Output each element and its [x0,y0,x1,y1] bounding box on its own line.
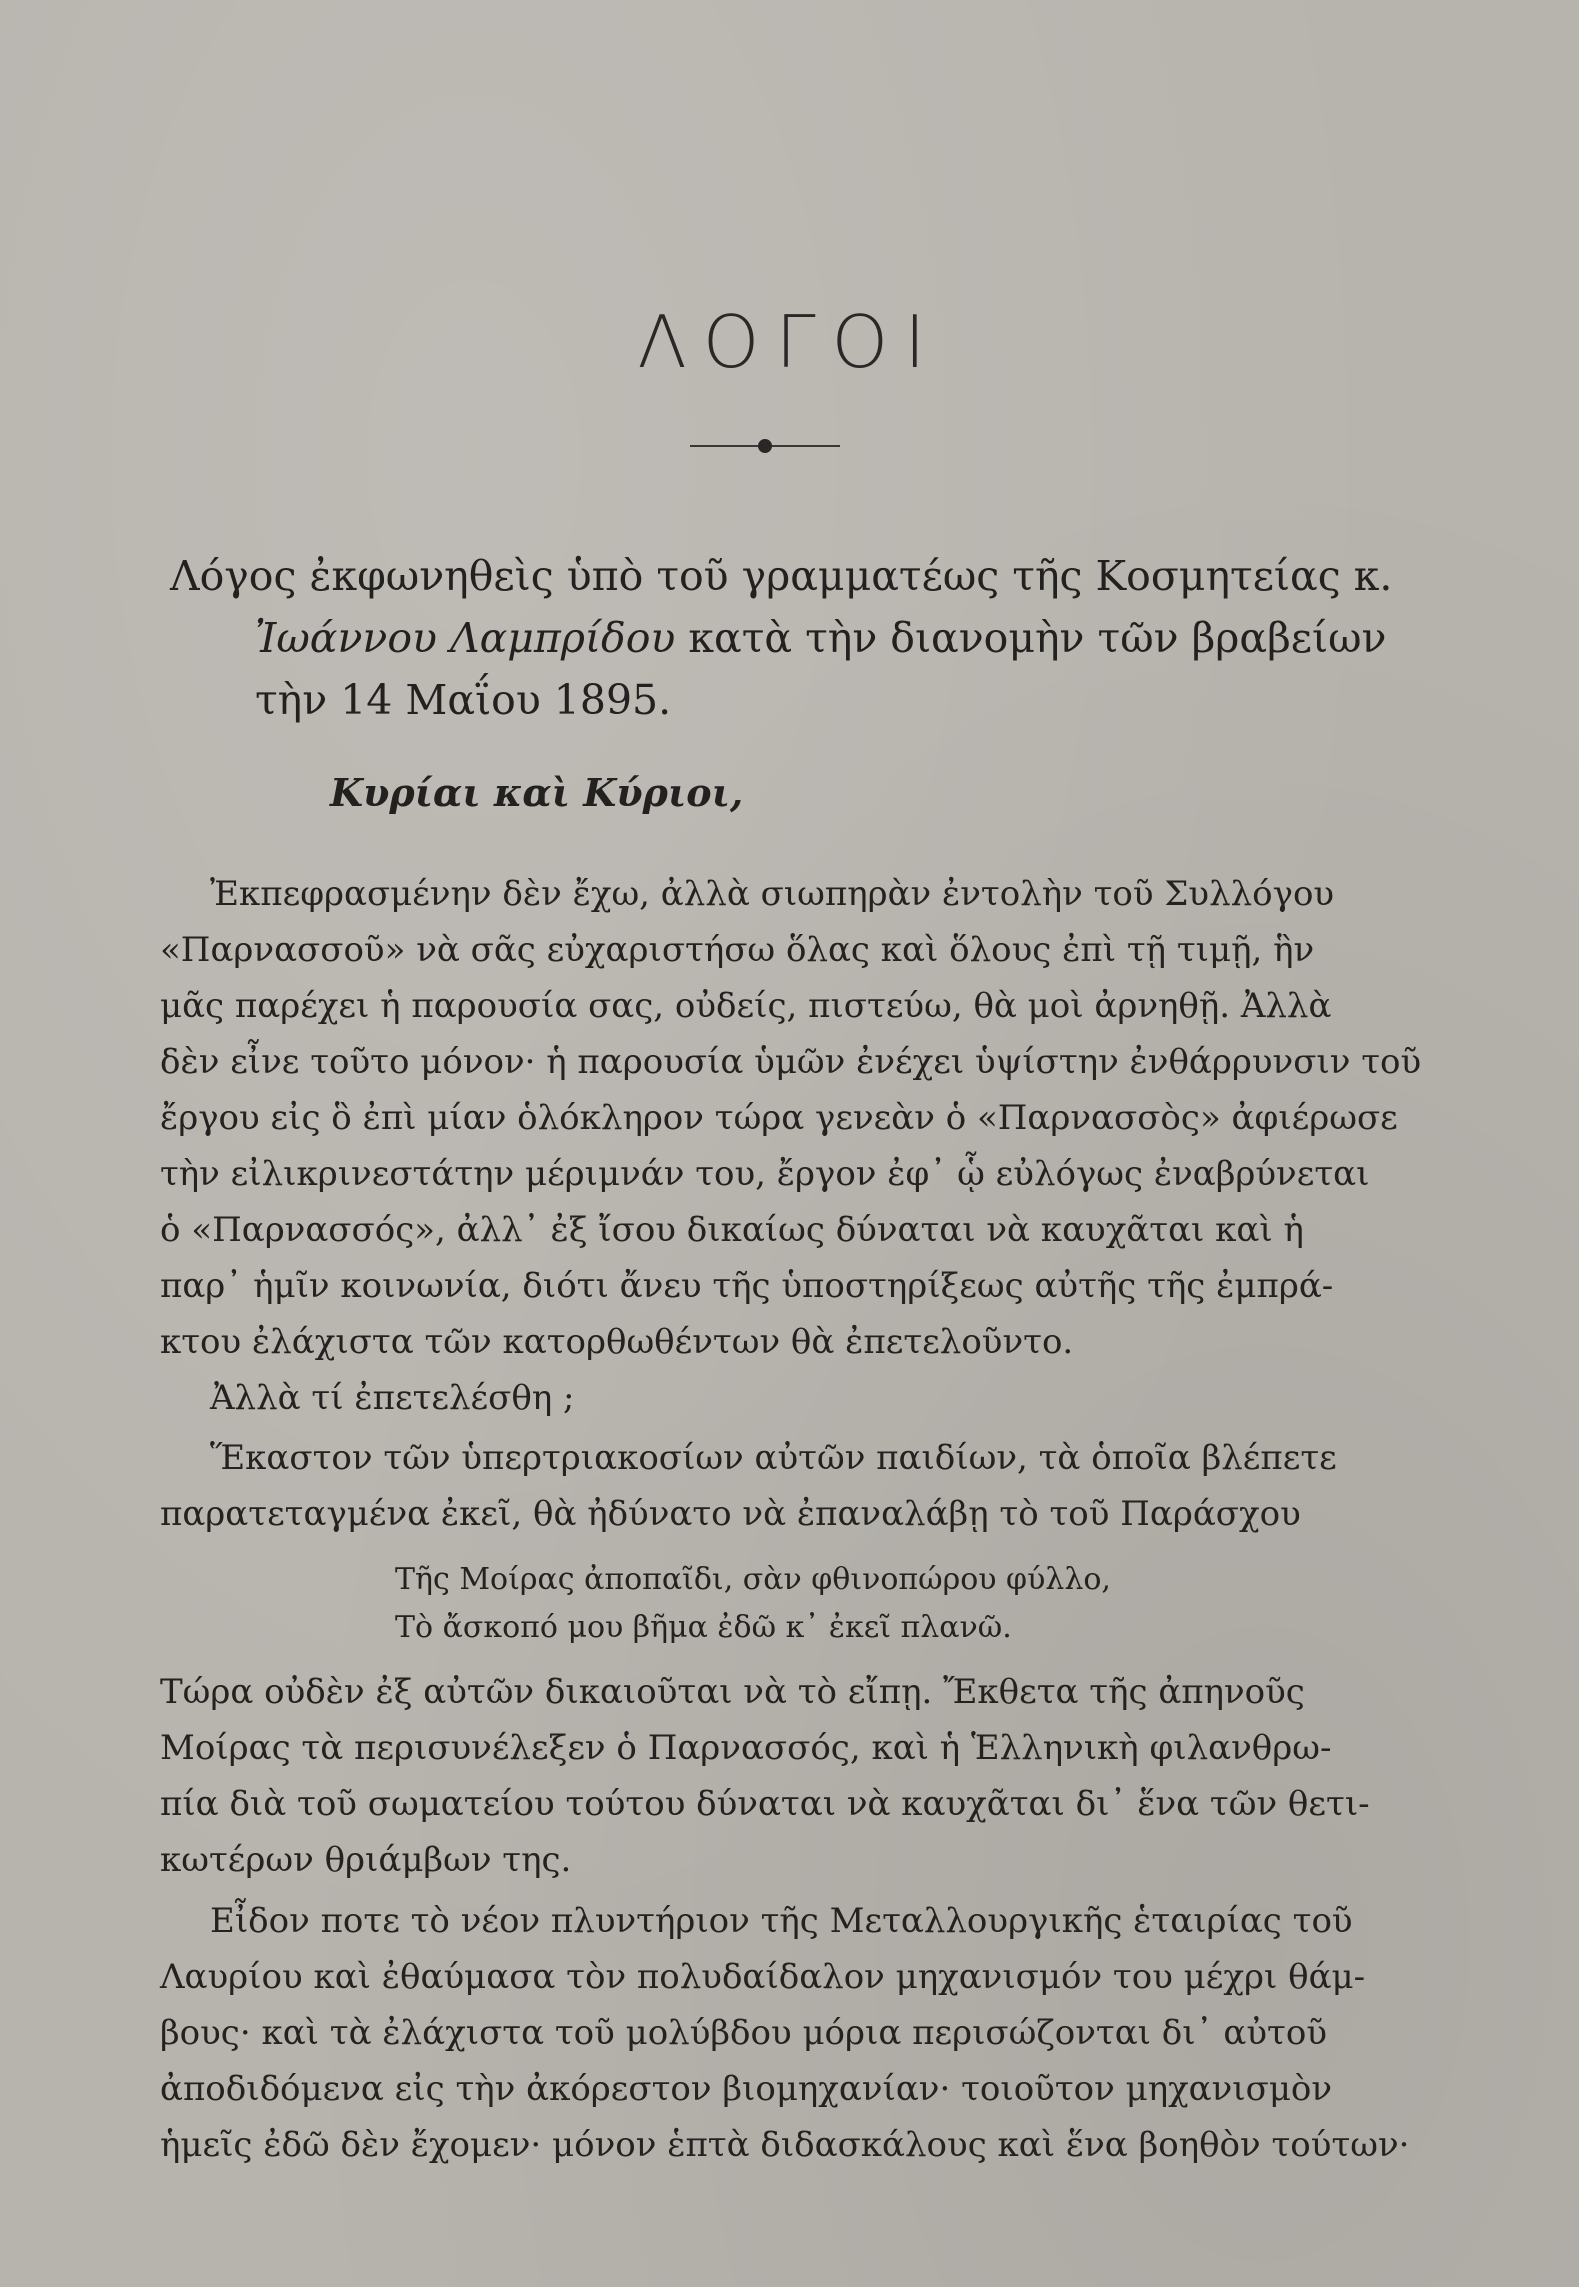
paragraph-line: Ἀλλὰ τί ἐπετελέσθη ; [210,1378,575,1418]
paragraph-line: δὲν εἶνε τοῦτο μόνον· ἡ παρουσία ὑμῶν ἐνέχει ὑψίστην ἐνθάρρυνσιν τοῦ [160,1042,1422,1082]
heading-line-3: τὴν 14 Μαΐου 1895. [255,676,672,724]
paragraph-line: βους· καὶ τὰ ἐλάχιστα τοῦ μολύβδου μόρια περισώζονται δι᾽ αὐτοῦ [160,2013,1327,2053]
paragraph-line: κωτέρων θριάμβων της. [160,1840,572,1880]
paragraph-line: Εἶδον ποτε τὸ νέον πλυντήριον τῆς Μεταλλουργικῆς ἑταιρίας τοῦ [210,1901,1353,1941]
paragraph-line: κτου ἐλάχιστα τῶν κατορθωθέντων θὰ ἐπετελοῦντο. [160,1322,1074,1362]
paragraph-2 [160,1370,1360,1426]
verse-quotation [395,1556,1111,1652]
paragraph-line: παρατεταγμένα ἐκεῖ, θὰ ἠδύνατο νὰ ἐπαναλάβῃ τὸ τοῦ Παράσχου [160,1494,1301,1534]
verse-line: Τὸ ἄσκοπό μου βῆμα ἐδῶ κ᾽ ἐκεῖ πλανῶ. [395,1610,1012,1645]
paragraph-4 [160,1664,1370,1888]
heading-line-2 [170,607,1387,669]
paragraph-line: Τώρα οὐδὲν ἐξ αὐτῶν δικαιοῦται νὰ τὸ εἴπῃ. Ἔκθετα τῆς ἀπηνοῦς [160,1672,1305,1712]
chapter-title: ΛΟΓΟΙ [637,300,942,384]
paragraph-line: Λαυρίου καὶ ἐθαύμασα τὸν πολυδαίδαλον μηχανισμόν του μέχρι θάμ- [160,1957,1366,1997]
heading-line-1: Λόγος ἐκφωνηθεὶς ὑπὸ τοῦ γραμματέως τῆς Κοσμητείας κ. [170,552,1393,600]
paragraph-1 [160,866,1422,1370]
paragraph-line: Μοίρας τὰ περισυνέλεξεν ὁ Παρνασσός, καὶ ἡ Ἑλληνικὴ φιλανθρω- [160,1728,1332,1768]
speaker-name: Ἰωάννου Λαμπρίδου [255,614,676,662]
paragraph-5 [160,1893,1410,2173]
speech-heading [170,545,1393,731]
verse-line: Τῆς Μοίρας ἀποπαῖδι, σὰν φθινοπώρου φύλλο, [395,1562,1111,1597]
paragraph-3 [160,1430,1360,1542]
paragraph-line: παρ᾽ ἡμῖν κοινωνία, διότι ἄνευ τῆς ὑποστηρίξεως αὐτῆς τῆς ἐμπρά- [160,1266,1334,1306]
paragraph-line: «Παρνασσοῦ» νὰ σᾶς εὐχαριστήσω ὅλας καὶ ὅλους ἐπὶ τῇ τιμῇ, ἣν [160,930,1315,970]
paragraph-line: τὴν εἰλικρινεστάτην μέριμνάν του, ἔργον ἐφ᾽ ᾧ εὐλόγως ἐναβρύνεται [160,1154,1370,1194]
paragraph-line: ἀποδιδόμενα εἰς τὴν ἀκόρεστον βιομηχανίαν· τοιοῦτον μηχανισμὸν [160,2069,1333,2109]
salutation: Κυρίαι καὶ Κύριοι, [330,770,744,815]
paragraph-line: ὁ «Παρνασσός», ἀλλ᾽ ἐξ ἴσου δικαίως δύναται νὰ καυχᾶται καὶ ἡ [160,1210,1304,1250]
paragraph-line: πία διὰ τοῦ σωματείου τούτου δύναται νὰ καυχᾶται δι᾽ ἕνα τῶν θετι- [160,1784,1370,1824]
paragraph-line: ἔργου εἰς ὃ ἐπὶ μίαν ὁλόκληρον τώρα γενεὰν ὁ «Παρνασσὸς» ἀφιέρωσε [160,1098,1398,1138]
title-divider-ornament [758,439,772,453]
paragraph-line: μᾶς παρέχει ἡ παρουσία σας, οὐδείς, πιστεύω, θὰ μοὶ ἀρνηθῇ. Ἀλλὰ [160,986,1332,1026]
heading-line-2-rest: κατὰ τὴν διανομὴν τῶν βραβείων [675,614,1387,662]
paragraph-line: ἡμεῖς ἐδῶ δὲν ἔχομεν· μόνον ἑπτὰ διδασκάλους καὶ ἕνα βοηθὸν τούτων· [160,2125,1410,2165]
paragraph-line: Ἐκπεφρασμένην δὲν ἔχω, ἀλλὰ σιωπηρὰν ἐντολὴν τοῦ Συλλόγου [210,874,1335,914]
paragraph-line: Ἕκαστον τῶν ὑπερτριακοσίων αὐτῶν παιδίων, τὰ ὁποῖα βλέπετε [210,1438,1337,1478]
